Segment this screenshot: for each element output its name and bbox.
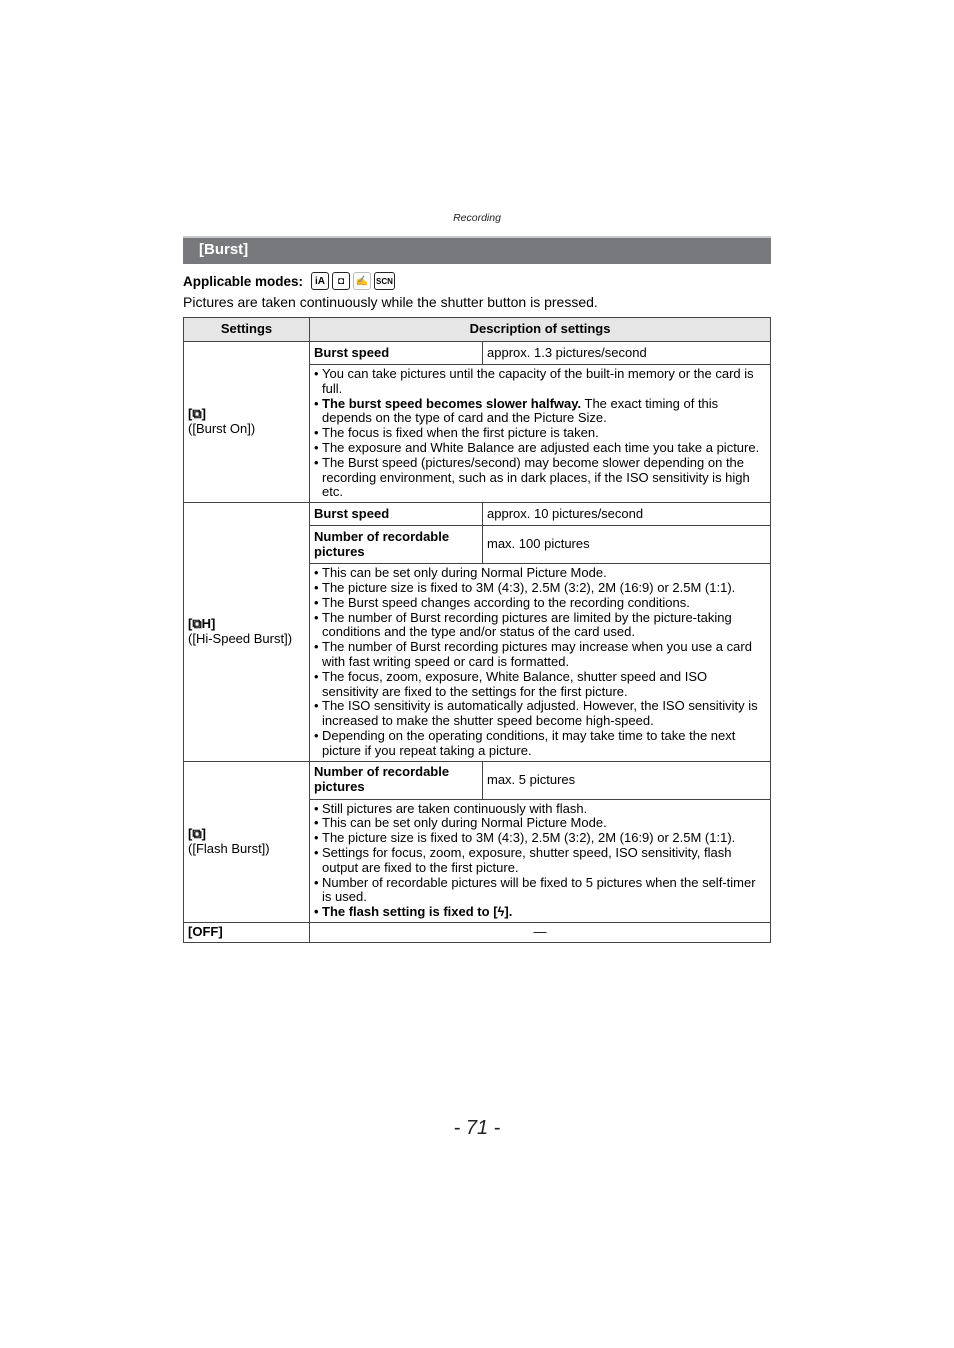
setting-sub: ([Flash Burst]) — [188, 840, 270, 856]
list-item: • Number of recordable pictures will be fixed to 5 pictures when the self-timer is used. — [314, 876, 766, 906]
kv-key: Burst speed — [310, 342, 483, 365]
kv-value: max. 100 pictures — [483, 526, 771, 564]
settings-table — [183, 317, 771, 943]
table-row — [184, 922, 771, 942]
table-row — [184, 342, 771, 365]
description-header: Description of settings — [310, 318, 771, 342]
setting-sub: ([Hi-Speed Burst]) — [188, 630, 293, 646]
list-item: • This can be set only during Normal Picture Mode. — [314, 566, 766, 581]
list-item: • The picture size is fixed to 3M (4:3), 2.5M (3:2), 2M (16:9) or 2.5M (1:1). — [314, 581, 766, 596]
list-item: • The flash setting is fixed to [ϟ]. — [314, 905, 766, 920]
note-rest: The exact timing of this depends on the type of card and the Picture Size. — [322, 395, 719, 426]
list-item: • The number of Burst recording pictures may increase when you use a card with fast writing speed or card is formatted. — [314, 640, 766, 670]
table-header-row — [184, 318, 771, 342]
page-number: - 71 - — [453, 1117, 501, 1139]
list-item: • The focus is fixed when the first picture is taken. — [314, 426, 766, 441]
list-item: • The ISO sensitivity is automatically adjusted. However, the ISO sensitivity is increased to make the shutter speed become high-speed. — [314, 699, 766, 729]
list-item: • The exposure and White Balance are adjusted each time you take a picture. — [314, 441, 766, 456]
kv-value: max. 5 pictures — [483, 761, 771, 799]
kv-value: approx. 10 pictures/second — [483, 503, 771, 526]
list-item: • Settings for focus, zoom, exposure, shutter speed, ISO sensitivity, flash output are fixed to the first picture. — [314, 846, 766, 876]
kv-key: Number of recordable pictures — [310, 526, 483, 564]
kv-key: Burst speed — [310, 503, 483, 526]
list-item: • The picture size is fixed to 3M (4:3), 2.5M (3:2), 2M (16:9) or 2.5M (1:1). — [314, 831, 766, 846]
list-item: • Depending on the operating conditions, it may take time to take the next picture if you repeat taking a picture. — [314, 729, 766, 759]
intro-text: Pictures are taken continuously while the shutter button is pressed. — [183, 294, 598, 310]
setting-sub: ([Burst On]) — [188, 421, 256, 437]
kv-key: Number of recordable pictures — [310, 761, 483, 799]
applicable-modes-label: Applicable modes: — [183, 273, 304, 289]
camera-icon: ◘ — [332, 272, 350, 290]
section-header: Recording — [453, 212, 501, 224]
section-title: [Burst] — [199, 241, 249, 258]
bullet-list — [314, 802, 766, 920]
table-row — [184, 503, 771, 526]
creative-icon: ✍ — [353, 272, 371, 290]
table-row — [184, 761, 771, 799]
list-item: • The Burst speed (pictures/second) may become slower depending on the recording environment, such as in dark places, if the ISO sensitivity is high etc. — [314, 456, 766, 500]
bold-note: The burst speed becomes slower halfway. — [322, 395, 582, 411]
list-item: • The focus, zoom, exposure, White Balance, shutter speed and ISO sensitivity are fixed to the settings for the first picture. — [314, 670, 766, 700]
kv-value: approx. 1.3 pictures/second — [483, 342, 771, 365]
settings-header: Settings — [184, 318, 310, 342]
setting-cell-off: [OFF] — [184, 922, 310, 942]
setting-cell-flash-burst — [184, 761, 310, 922]
setting-cell-hi-speed — [184, 503, 310, 761]
flash-burst-icon: [⧉] — [188, 825, 206, 841]
section-title-bar — [183, 236, 771, 264]
list-item — [314, 397, 766, 427]
burst-on-icon: [⧉] — [188, 406, 206, 422]
description-cell: — — [310, 922, 771, 942]
scene-icon: SCN — [374, 272, 395, 290]
hi-speed-burst-icon: [⧉H] — [188, 616, 216, 632]
bullet-list — [314, 367, 766, 500]
list-item: • Still pictures are taken continuously with flash. — [314, 802, 766, 817]
bullet-list — [314, 566, 766, 758]
description-cell — [310, 799, 771, 922]
description-cell — [310, 564, 771, 761]
intelligent-auto-icon: iA — [311, 272, 329, 290]
list-item: • The Burst speed changes according to the recording conditions. — [314, 596, 766, 611]
list-item: • The number of Burst recording pictures are limited by the picture-taking conditions and the type and/or status of the card used. — [314, 611, 766, 641]
applicable-modes — [183, 272, 398, 290]
list-item: • You can take pictures until the capacity of the built-in memory or the card is full. — [314, 367, 766, 397]
list-item: • This can be set only during Normal Picture Mode. — [314, 816, 766, 831]
description-cell — [310, 365, 771, 503]
setting-cell-burst-on — [184, 342, 310, 503]
